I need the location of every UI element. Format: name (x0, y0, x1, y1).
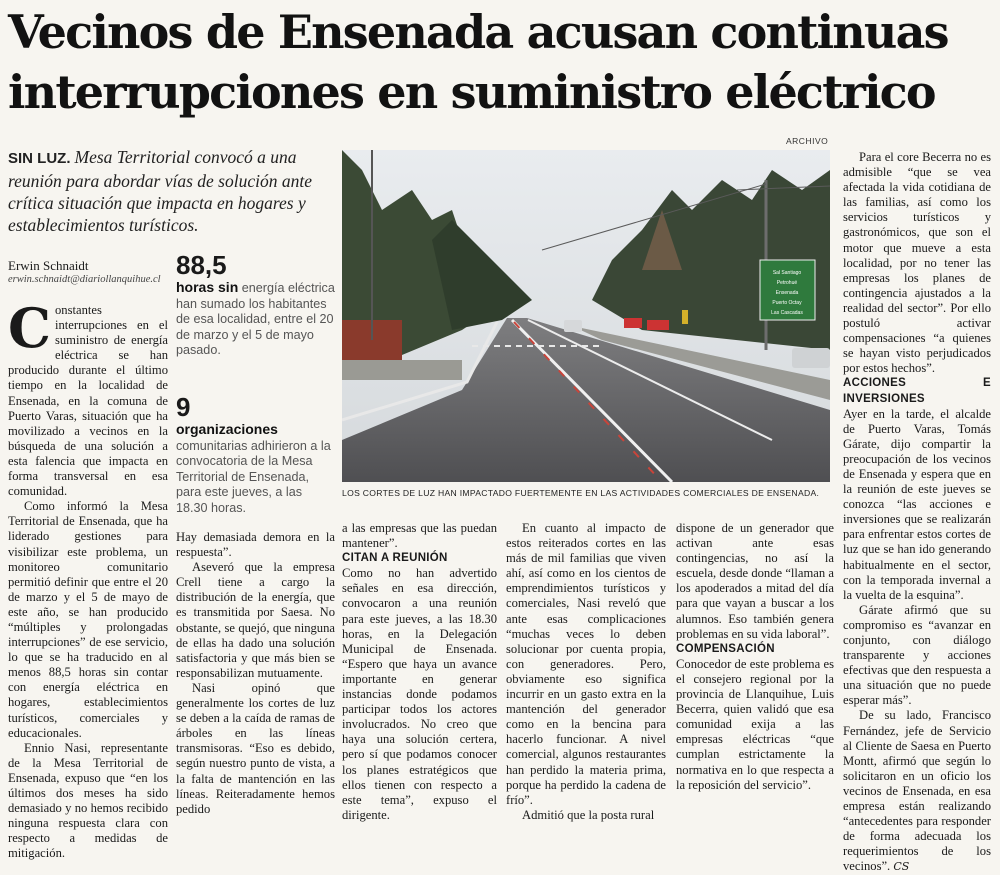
paragraph: Como informó la Mesa Territorial de Ensenada, que ha liderado gestiones para visibilizar este problema, un monitoreo comunitario permitió definir que entre el 20 de marzo y el 5 de mayo de este año, se han producido “múltiples y prolongadas interrupciones” de ese servicio, lo que se ha traducido en al menos 88,5 horas sin contar con energía eléctrica en hogares, establecimientos turísticos, comerciales y educacionales. (8, 499, 168, 740)
byline-email[interactable]: erwin.schnaidt@diariollanquihue.cl (8, 274, 161, 285)
paragraph: a las empresas que las puedan mantener”. (342, 521, 497, 551)
drop-cap: C (8, 296, 51, 360)
paragraph: Admitió que la posta rural (522, 807, 655, 822)
stat-text: organizaciones comunitarias adhirieron a la convocatoria de la Mesa Territorial de Ensenada, para este jueves, a las 18.30 horas. (176, 421, 331, 515)
subhead: ACCIONES E INVERSIONES (843, 377, 991, 405)
deck (8, 146, 333, 236)
column-3 (342, 521, 497, 823)
road-sign-text: Ensenada (775, 290, 799, 296)
road-sign-text: Las Cascadas (771, 310, 803, 316)
column-5 (676, 521, 834, 793)
paragraph: Ennio Nasi, representante de la Mesa Territorial de Ensenada, expuso que “en los últimos dos meses ha sido demasiado y no hemos recibido ninguna respuesta clara con respecto a medidas de mitigación. (8, 740, 168, 861)
byline-author: Erwin Schnaidt (8, 258, 89, 273)
paragraph: De su lado, Francisco Fernández, jefe de Servicio al Cliente de Saesa en Puerto Montt, afirmó que según lo solicitaron en un oficio los vecinos de Ensenada, en esa empresa están realizando “antecedentes para responder de forma adecuada los requerimientos de los vecinos”. CS (843, 708, 991, 874)
deck-kicker: SIN LUZ. (8, 150, 71, 167)
paragraph: Para el core Becerra no es admisible “que se vea afectada la vida cotidiana de las familias, así como los servicios turísticos y gastronómicos, que son el motor que mueve a esta localidad, por no tener las empresas los planes de contingencia ajustados a la realidad del sector”. Por ello postuló activar compensaciones “a quienes se hayan visto perjudicados por estos hechos”. (843, 150, 991, 376)
road-sign-text: Puerto Octay (772, 300, 802, 306)
paragraph: Como no han advertido señales en esa dirección, convocaron a una reunión para este jueves, a las 18.30 horas, en la Delegación Municipal de Ensenada. “Espero que haya un avance importante en generar instancias donde podamos participar todos los actores involucrados. No creo que haya una solución certera, pero sí que podamos conocer los planes estratégicos que ellos tienen con respecto a este tema”, expuso el dirigente. (342, 566, 497, 822)
paragraph: Gárate afirmó que su compromiso es “avanzar en conjunto, con diálogo transparente y acciones efectivas que den respuesta a una situación que no puede esperar más”. (843, 602, 991, 708)
headline: Vecinos de Ensenada acusan continuas interrupciones en suministro eléctrico (8, 5, 948, 119)
end-mark: CS (893, 860, 910, 874)
column-2 (176, 530, 335, 817)
paragraph: Nasi opinó que generalmente los cortes de luz se deben a la caída de ramas de árboles en las líneas transmisoras. “Eso es debido, según nuestro punto de vista, a la falta de mantención en las líneas. Reiteradamente hemos pedido (176, 680, 335, 816)
stat-block-hours (176, 250, 336, 359)
column-6 (843, 150, 991, 875)
road-photo-illustration (342, 150, 830, 482)
road-sign-text: Sal Santiago (772, 270, 802, 276)
photo-credit: ARCHIVO (786, 136, 829, 146)
road-sign-text: Petrohué (776, 280, 798, 286)
subhead: CITAN A REUNIÓN (342, 552, 448, 565)
stat-text: horas sin energía eléctrica han sumado los habitantes de esa localidad, entre el 20 de marzo y el 5 de mayo pasado. (176, 279, 335, 357)
column-1 (8, 296, 168, 861)
stat-number: 88,5 (176, 250, 227, 280)
photo-caption: LOS CORTES DE LUZ HAN IMPACTADO FUERTEMENTE EN LAS ACTIVIDADES COMERCIALES DE ENSENADA. (342, 488, 820, 498)
road-photo (342, 150, 830, 482)
paragraph: Aseveró que la empresa Crell tiene a cargo la distribución de la energía, que es transmitida por Saesa. No obstante, se quejó, que ninguna de ellas ha dado una solución satisfactoria y que más bien se responsabilizan mutuamente. (176, 560, 335, 680)
paragraph: Conocedor de este problema es el consejero regional por la provincia de Llanquihue, Luis Becerra, quien validó que esa comunidad exija a las empresas eléctricas “que cumplan estrictamente la normativa en lo que respecta a la reposición del servicio”. (676, 656, 834, 792)
paragraph: Constantes interrupciones en el suministro de energía eléctrica se han producido durante el último tiempo en la localidad de Ensenada, en la comuna de Puerto Varas, situación que ha movilizado a vecinos en la búsqueda de una solución a esta falencia que impacta en forma transversal en esa comunidad. (8, 296, 168, 499)
paragraph: En cuanto al impacto de estos reiterados cortes en las más de mil familias que viven ahí, así como en los cientos de emprendimientos turísticos y comerciales, Nasi reveló que ante esas complicaciones “muchas veces lo deben solucionar por cuenta propia, con generadores. Pero, obviamente eso significa incurrir en un gasto extra en la mantención del generador como en la bencina para hacerlo funcionar. A nivel comercial, algunos restaurantes han perdido la materia prima, porque ha perdido la cadena de frío”. (506, 521, 666, 807)
stat-block-organizations (176, 392, 336, 516)
paragraph: Ayer en la tarde, el alcalde de Puerto Varas, Tomás Gárate, dijo compartir la preocupación de los vecinos de Ensenada y espera que en la reunión de este jueves se conozca “las acciones e inversiones que se realizarán para enfrentar estos cortes de luz que se han ido generando habitualmente en el sector, con la temporada invernal a la vuelta de la esquina”. (843, 406, 991, 602)
paragraph: dispone de un generador que activan ante esas contingencias, no así la escuela, desde donde “llaman a los apoderados a mitad del día para que vayan a buscar a los alumnos. Eso también genera problemas en su vida laboral”. (676, 521, 834, 641)
paragraph: Hay demasiada demora en la respuesta”. (176, 530, 335, 560)
subhead: COMPENSACIÓN (676, 642, 775, 655)
stat-number: 9 (176, 392, 191, 422)
column-4 (506, 521, 666, 823)
deck-text: Mesa Territorial convocó a una reunión para abordar vías de solución ante crítica situación que impacta en hogares y establecimientos turísticos. (8, 147, 312, 235)
